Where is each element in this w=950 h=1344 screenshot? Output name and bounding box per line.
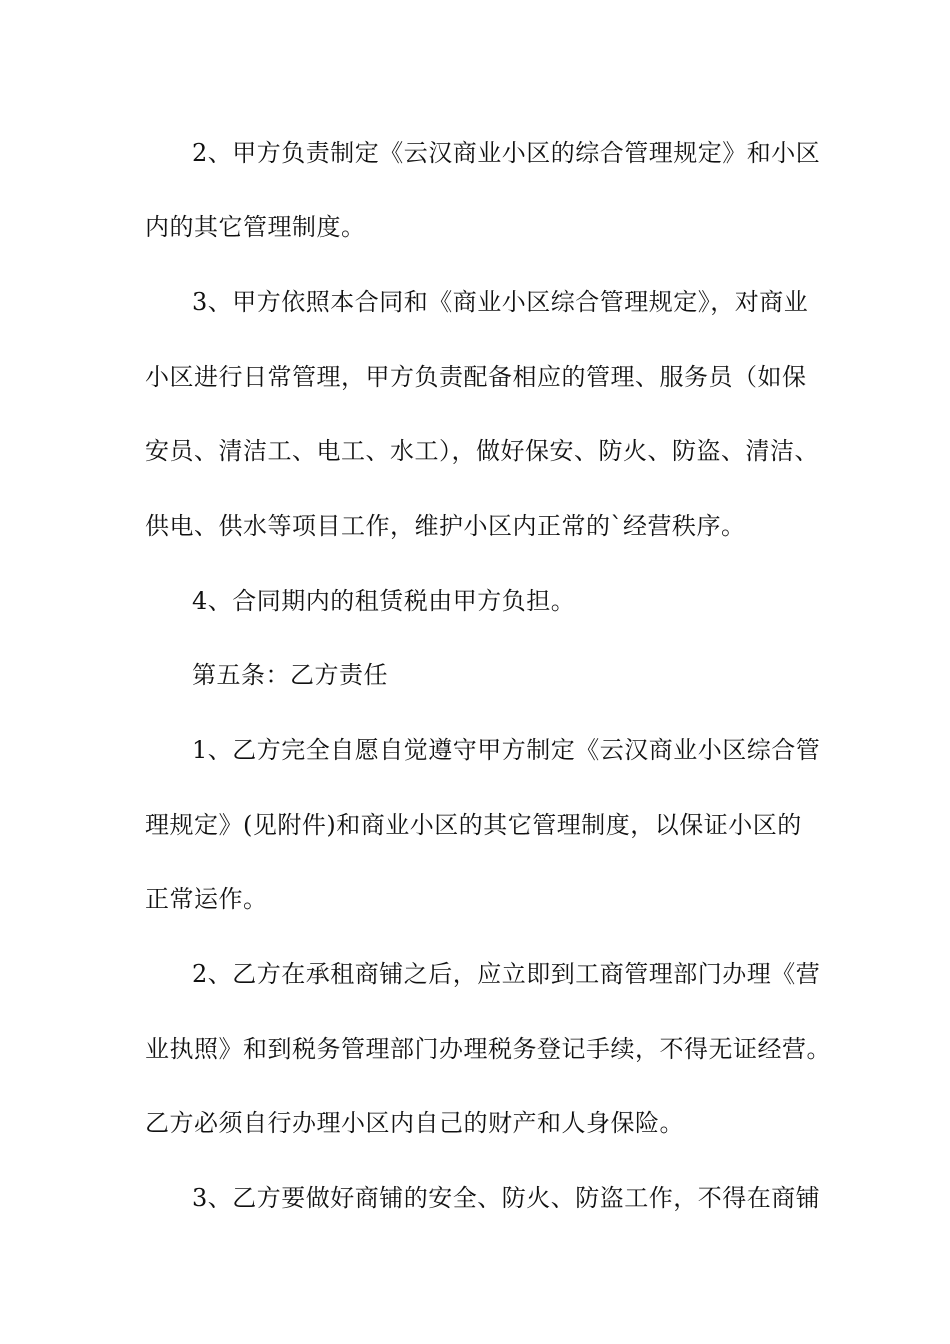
text-line: 3、甲方依照本合同和《商业小区综合管理规定》，对商业: [192, 288, 809, 316]
text-line: 理规定》(见附件)和商业小区的其它管理制度，以保证小区的: [145, 811, 802, 839]
text-line: 正常运作。: [145, 885, 268, 913]
section-heading: 第五条：乙方责任: [192, 661, 388, 689]
text-line: 安员、清洁工、电工、水工），做好保安、防火、防盗、清洁、: [145, 437, 819, 465]
text-line: 小区进行日常管理，甲方负责配备相应的管理、服务员（如保: [145, 363, 807, 391]
text-line: 业执照》和到税务管理部门办理税务登记手续，不得无证经营。: [145, 1035, 831, 1063]
text-line: 3、乙方要做好商铺的安全、防火、防盗工作，不得在商铺: [192, 1184, 821, 1212]
text-line: 1、乙方完全自愿自觉遵守甲方制定《云汉商业小区综合管: [192, 736, 821, 764]
text-line: 内的其它管理制度。: [145, 213, 366, 241]
text-line: 4、合同期内的租赁税由甲方负担。: [192, 587, 576, 615]
text-line: 2、甲方负责制定《云汉商业小区的综合管理规定》和小区: [192, 139, 821, 167]
text-line: 乙方必须自行办理小区内自己的财产和人身保险。: [145, 1109, 684, 1137]
text-line: 供电、供水等项目工作，维护小区内正常的`经营秩序。: [145, 512, 746, 540]
text-line: 2、乙方在承租商铺之后，应立即到工商管理部门办理《营: [192, 960, 821, 988]
